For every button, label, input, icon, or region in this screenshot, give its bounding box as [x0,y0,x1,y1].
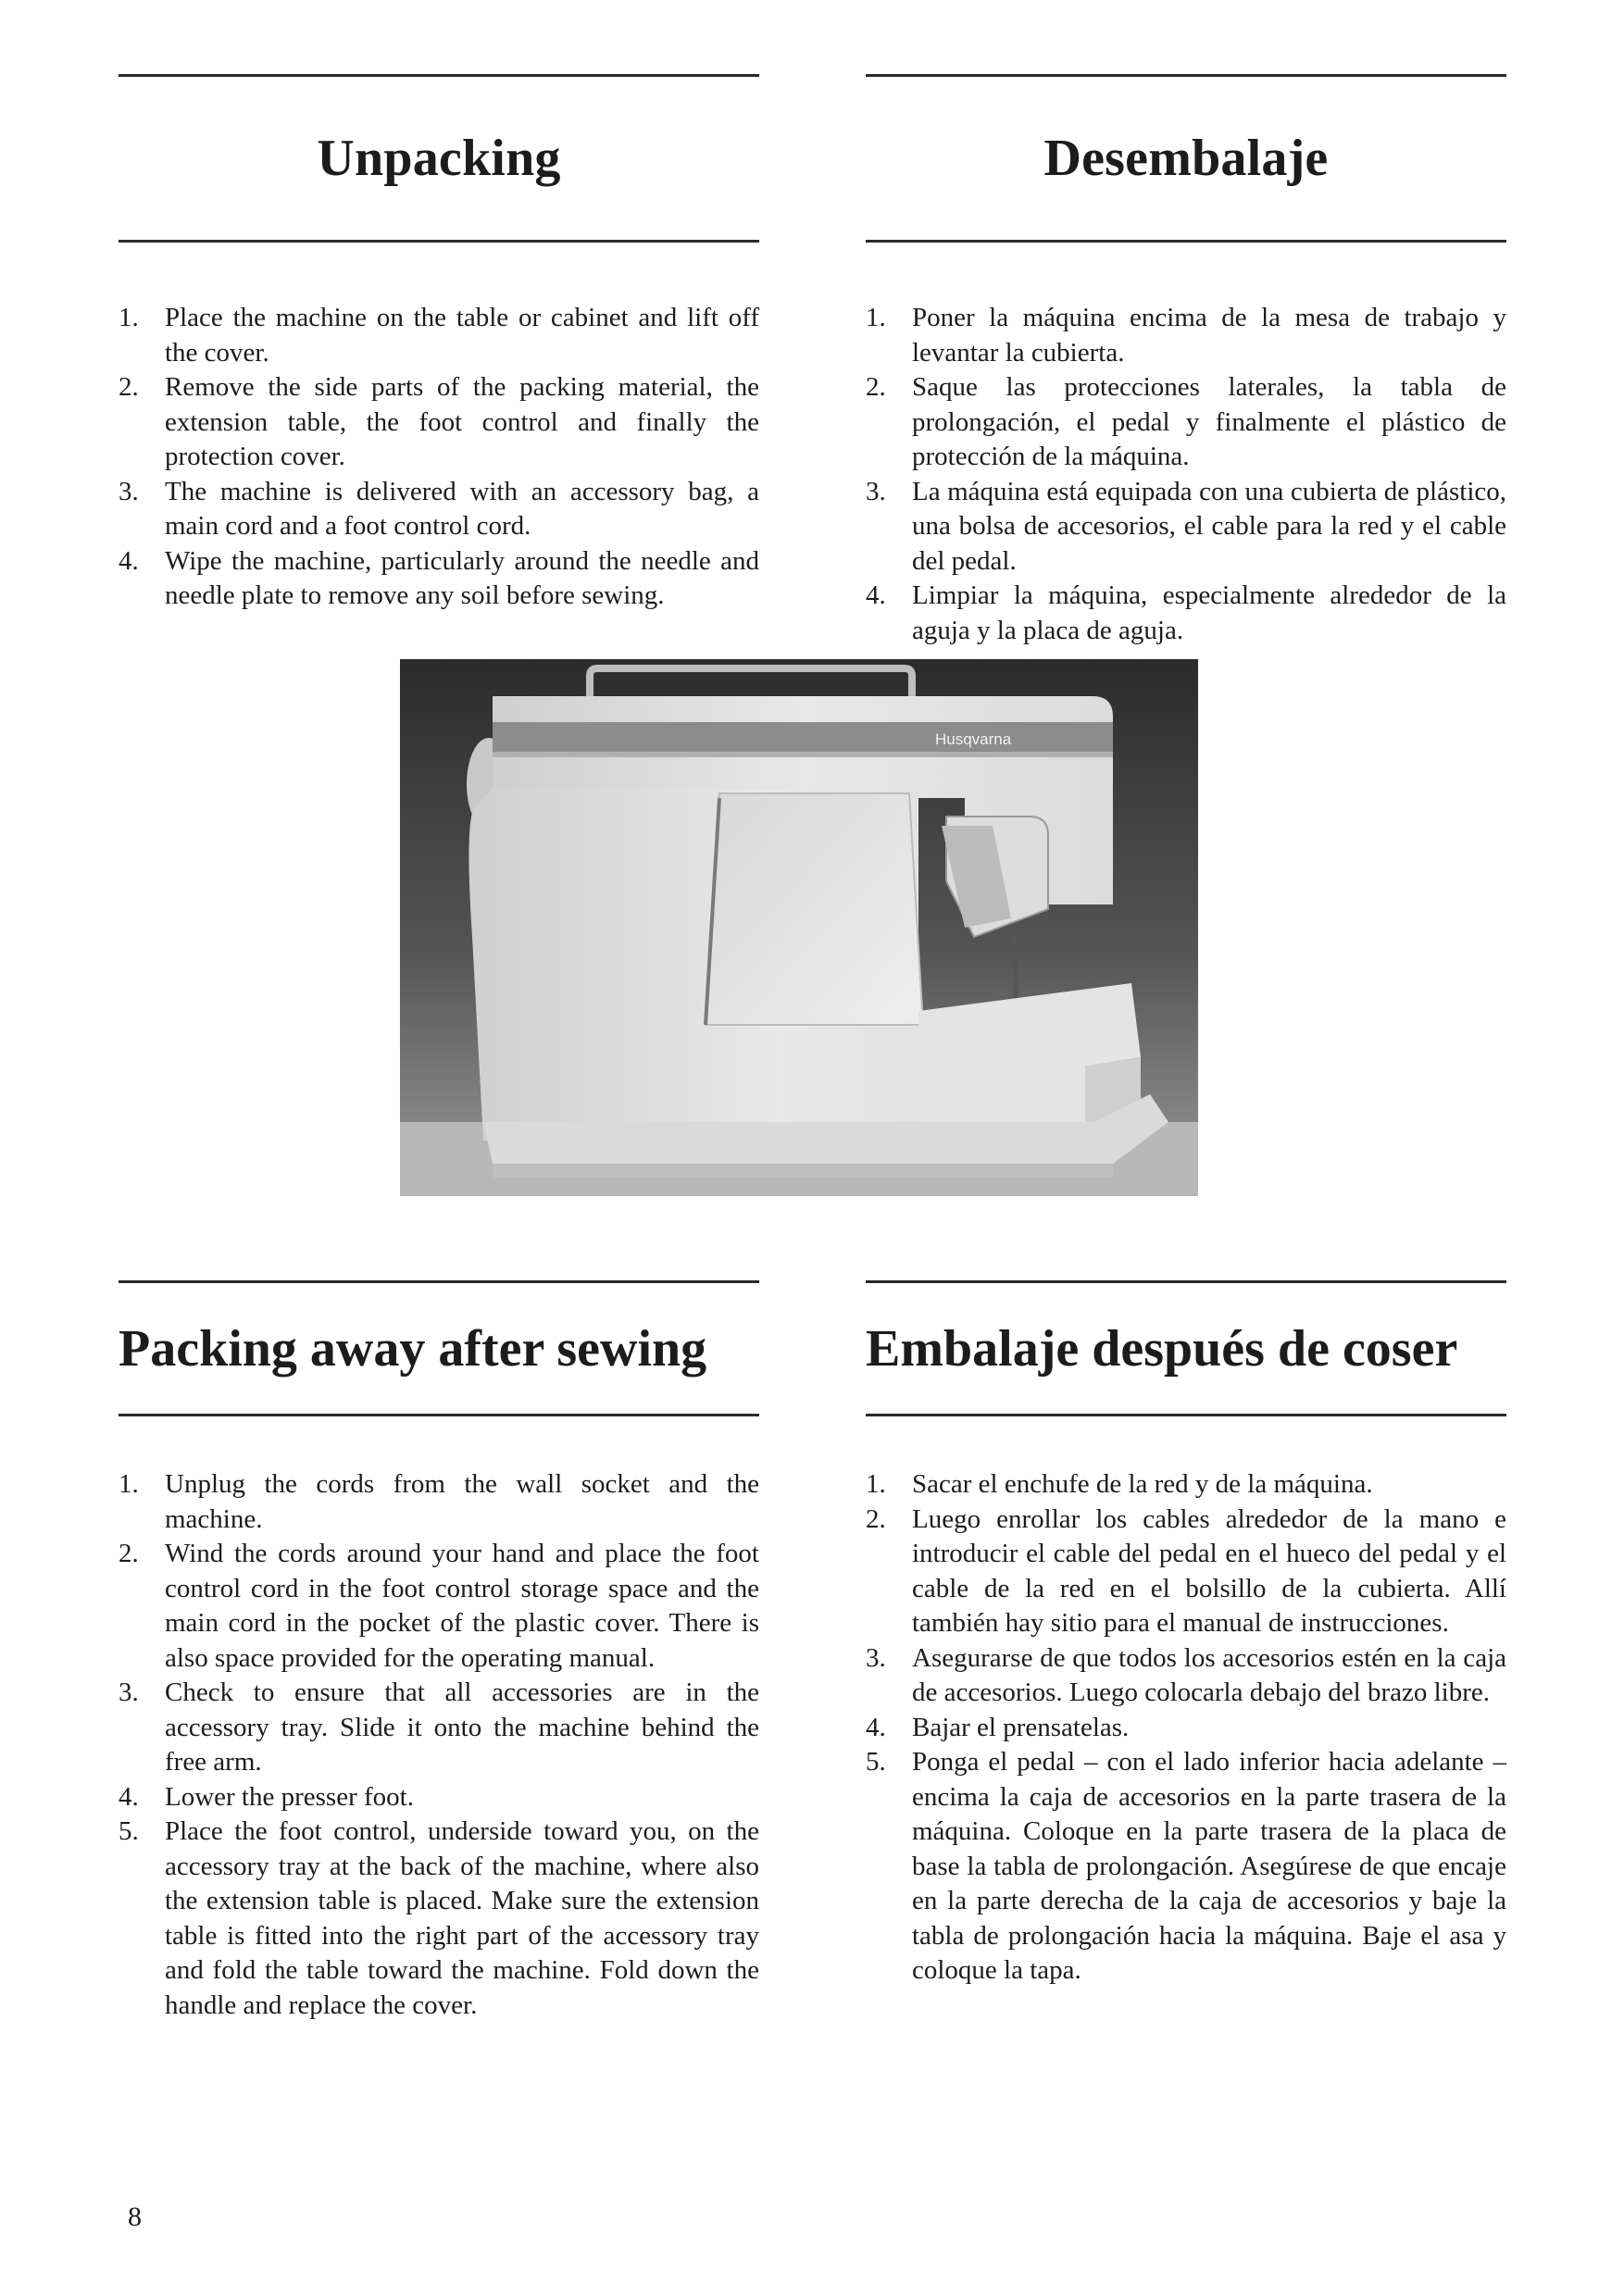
list-item: 3. The machine is delivered with an accessory bag, a main cord and a foot control cord. [119,476,759,541]
steps-list [119,301,759,614]
list-item: 5. Ponga el pedal – con el lado inferior hacia adelante – encima la caja de accesorios en la parte trasera de la máquina. Coloque en la parte trasera de la placa de base la tabla de prolongación. Asegúrese de que encaje en la parte derecha de la caja de accesorios y baje la tabla de prolongación hacia la máquina. Baje el asa y coloque la tapa. [866,1747,1506,1985]
list-item: 4. Bajar el prensatelas. [866,1712,1130,1742]
divider [119,1414,759,1416]
list-item: 1. Place the machine on the table or cabinet and lift off the cover. [119,303,759,368]
list-item: 1. Poner la máquina encima de la mesa de trabajo y levantar la cubierta. [866,303,1506,368]
section-title: Embalaje después de coser [866,1319,1458,1378]
divider [866,1414,1506,1416]
list-item: 5. Place the foot control, underside toward you, on the accessory tray at the back of the machine, where also the extension table is placed. Make sure the extension table is fitted into the right part of the accessory tray and fold the table toward the machine. Fold down the handle and replace the cover. [119,1816,759,2020]
list-item: 3. Asegurarse de que todos los accesorios estén en la caja de accesorios. Luego colocarla debajo del brazo libre. [866,1642,1506,1707]
section-embalaje [866,1280,1506,1989]
divider [119,240,759,243]
list-item: 3. Check to ensure that all accessories are in the accessory tray. Slide it onto the machine behind the free arm. [119,1678,759,1777]
list-item: 2. Saque las protecciones laterales, la tabla de prolongación, el pedal y finalmente el plástico de protección de la máquina. [866,372,1506,471]
page-number: 8 [128,2201,142,2232]
section-packing-away [119,1280,759,2023]
steps-list [119,1467,759,2023]
husqvarna-brand-label: Husqvarna [935,730,1012,748]
list-item: 4. Limpiar la máquina, especialmente alrededor de la aguja y la placa de aguja. [866,580,1506,645]
list-item: 2. Luego enrollar los cables alrededor de la mano e introducir el cable del pedal en el hueco del pedal y el cable de la red en el bolsillo de la cubierta. Allí también hay sitio para el manual de instrucciones. [866,1503,1506,1638]
section-desembalaje [866,74,1506,648]
steps-list [866,1467,1506,1989]
list-item: 4. Lower the presser foot. [119,1781,414,1812]
section-title: Unpacking [317,130,561,187]
list-item: 2. Wind the cords around your hand and place the foot control cord in the foot control storage space and the main cord in the pocket of the plastic cover. There is also space provided for the operating manual. [119,1539,759,1673]
list-item: 4. Wipe the machine, particularly around the needle and needle plate to remove any soil before sewing. [119,545,759,610]
sewing-machine-photo [400,659,1198,1196]
section-title: Packing away after sewing [119,1319,707,1378]
divider [866,240,1506,243]
list-item: 1. Sacar el enchufe de la red y de la máquina. [866,1469,1373,1499]
list-item: 1. Unplug the cords from the wall socket and the machine. [119,1469,759,1534]
section-title: Desembalaje [1043,130,1329,187]
steps-list [866,301,1506,648]
list-item: 3. La máquina está equipada con una cubierta de plástico, una bolsa de accesorios, el cable para la red y el cable del pedal. [866,476,1506,576]
section-unpacking [119,74,759,614]
list-item: 2. Remove the side parts of the packing material, the extension table, the foot control and finally the protection cover. [119,372,759,471]
